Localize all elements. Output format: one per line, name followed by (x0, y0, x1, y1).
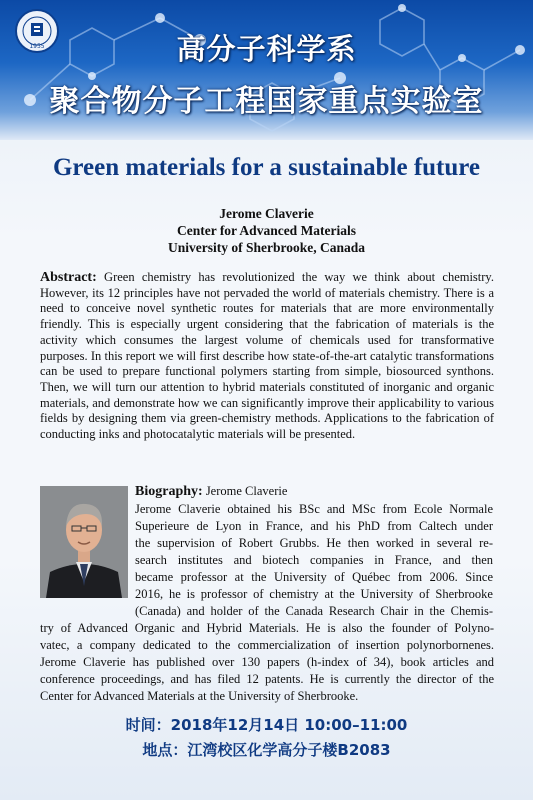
speaker-name: Jerome Claverie (219, 206, 314, 221)
bio-line: became professor at the University of Québec from 2006. Since (135, 570, 493, 584)
bio-line: (Canada) and holder of the Canada Research Chair in the Chemis- (135, 604, 493, 618)
event-location: 地点：江湾校区化学高分子楼B2083 (142, 741, 391, 759)
bio-line: try of Advanced Organic and Hybrid Materials. He is also the founder of Polyno- (40, 621, 494, 635)
svg-text:1955: 1955 (29, 43, 45, 50)
talk-title: Green materials for a sustainable future (52, 154, 481, 181)
abstract-label: Abstract: (40, 270, 97, 285)
bio-line: conference proceedings, and has filed 12 patents. He is currently the director of the (40, 672, 494, 686)
bio-line: Center for Advanced Materials at the University of Sherbrooke. (40, 689, 359, 703)
bio-line: Jerome Claverie obtained his BSc and MSc from Ecole Normale (135, 502, 493, 516)
biography-name: Jerome Claverie (205, 484, 288, 498)
biography-label: Biography: (135, 484, 203, 499)
speaker-university: University of Sherbrooke, Canada (167, 240, 365, 255)
bio-line: Superieure de Lyon in France, and his PhD from Caltech under (135, 519, 493, 533)
department-name: 高分子科学系 (176, 32, 357, 66)
bio-line: Jerome Claverie has published over 130 papers (h-index of 34), book articles and (40, 655, 494, 669)
abstract-text: Green chemistry has revolutionized the way we think about chemistry. However, its 12 principles have not pervaded the world of materials chemistry. There is a need to conceive novel synthetic routes for materials that are more environmentally friendly. This is especially urgent considering that the fabrication of materials is the activity which consumes the largest volume of chemicals used for transformative purposes. In this report we will first describe how state-of-the-art catalytic transformations can be used to prepare functional polymers starting from simple, biosourced synthons. Then, we will turn our attention to hybrid materials constituted of inorganic and organic materials, and demonstrate how we can significantly improve their applicability to various fields by designing them via green-chemistry methods. Applications to the fabrication of conducting inks and photocatalytic materials will be presented. (40, 270, 494, 442)
laboratory-name: 聚合物分子工程国家重点实验室 (49, 84, 484, 119)
bio-line: vatec, a company dedicated to the commercialization of insertion polynorbornenes. (40, 638, 494, 652)
bio-line: search institutes and biotech companies in France, and then (135, 553, 493, 567)
speaker-affiliation: Center for Advanced Materials (176, 223, 357, 238)
bio-line: 2016, he is professor of chemistry at the University of Sherbrooke (135, 587, 493, 601)
event-time: 时间：2018年12月14日 10:00–11:00 (125, 716, 408, 734)
bio-line: the supervision of Robert Grubbs. He then worked in several re- (135, 536, 493, 550)
